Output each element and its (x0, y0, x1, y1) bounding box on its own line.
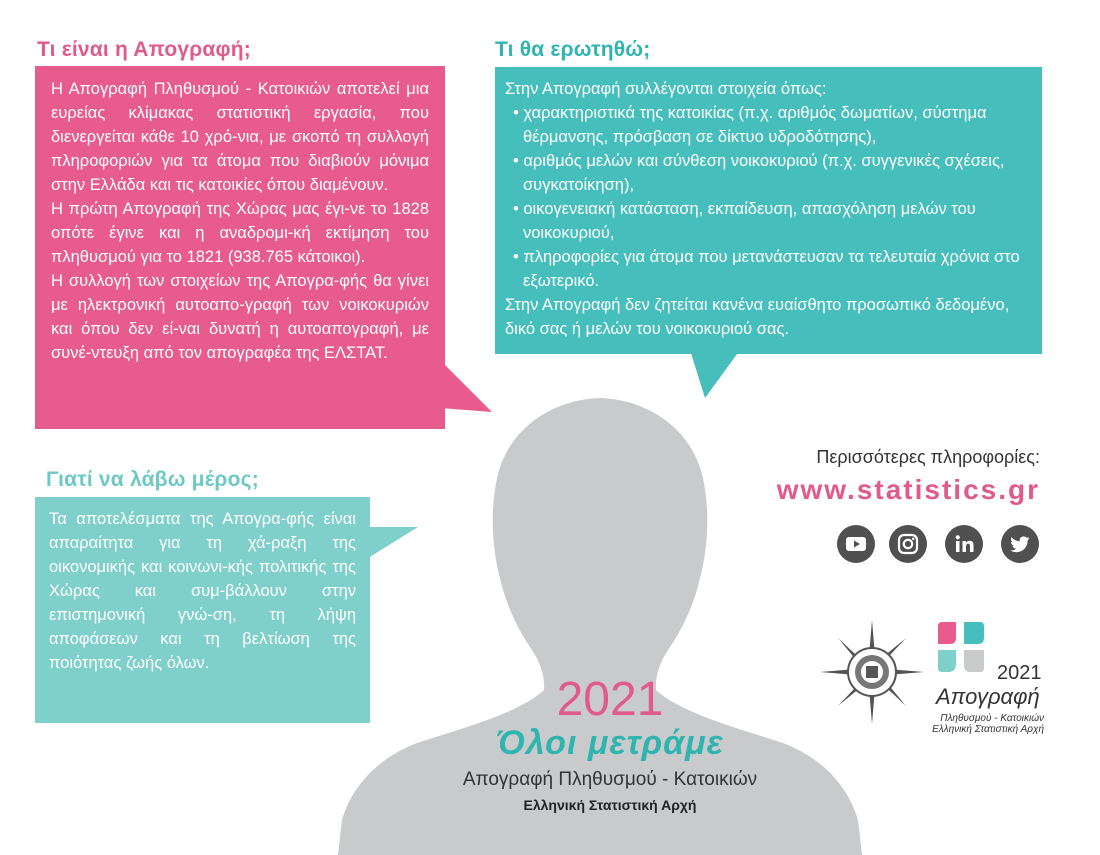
logo-year: 2021 (997, 662, 1042, 684)
linkedin-icon[interactable] (945, 525, 983, 563)
what-is-heading: Τι είναι η Απογραφή; (37, 38, 251, 61)
logo-title: Απογραφή (936, 684, 1040, 709)
slogan-subtitle: Απογραφή Πληθυσμού - Κατοικιών (462, 769, 758, 790)
what-is-paragraph: Η συλλογή των στοιχείων της Απογρα-φής θα γίνει με ηλεκτρονική αυτοαπο-γραφή των νοικοκυριών και όπου δεν εί-ναι δυνατή η αυτοαπογραφή, με συνέ-ντευξη από τον απογραφέα της ΕΛΣΤΑΤ. (51, 272, 429, 362)
youtube-icon[interactable] (837, 525, 875, 563)
what-asked-outro: Στην Απογραφή δεν ζητείται κανένα ευαίσθητο προσωπικό δεδομένο, δικό σας ή μελών του νοικοκυριού σας. (505, 296, 1010, 338)
what-asked-bullet: • οικογενειακή κατάσταση, εκπαίδευση, απασχόληση μελών του νοικοκυριού, (513, 200, 976, 242)
what-asked-box (495, 67, 1042, 354)
instagram-icon[interactable] (889, 525, 927, 563)
logo-subtitle: Πληθυσμού - Κατοικιών (940, 713, 1044, 724)
elstat-compass-logo (818, 618, 926, 726)
pink-bubble-tail (440, 360, 492, 412)
light-teal-bubble-tail (365, 527, 418, 560)
what-is-paragraph: Η πρώτη Απογραφή της Χώρας μας έγι-νε το 1828 οπότε έγινε και η αναδρομι-κή εκτίμηση του πληθυσμού για το 1821 (938.765 κάτοικοι). (51, 200, 429, 266)
why-box (35, 497, 370, 723)
website-link[interactable]: www.statistics.gr (776, 474, 1040, 505)
slogan-agency: Ελληνική Στατιστική Αρχή (523, 797, 697, 813)
what-is-box (35, 66, 445, 429)
why-text: Τα αποτελέσματα της Απογρα-φής είναι απαραίτητα για τη χά-ραξη της οικονομικής και κοινωνι-κής πολιτικής της Χώρας και συμ-βάλλουν στην επιστημονική γνώ-ση, τη λήψη αποφάσεων και τη βελτίωση της ποιότητας ζωής όλων. (49, 510, 356, 672)
logo-agency: Ελληνική Στατιστική Αρχή (932, 724, 1044, 735)
more-info-label: Περισσότερες πληροφορίες: (816, 447, 1040, 467)
teal-bubble-tail (690, 350, 740, 398)
what-asked-bullet: • αριθμός μελών και σύνθεση νοικοκυριού (π.χ. συγγενικές σχέσεις, συγκατοίκηση), (513, 152, 1005, 194)
what-is-paragraph: Η Απογραφή Πληθυσμού - Κατοικιών αποτελεί μια ευρείας κλίμακας στατιστική εργασία, που διενεργείται κάθε 10 χρό-νια, με σκοπό τη συλλογή πληροφοριών για τα άτομα που διαβιούν μόνιμα στην Ελλάδα και τις κατοικίες όπου διαμένουν. (51, 80, 429, 194)
slogan-year: 2021 (556, 673, 664, 726)
what-asked-bullet: • χαρακτηριστικά της κατοικίας (π.χ. αριθμός δωματίων, σύστημα θέρμανσης, πρόσβαση σε δίκτυο υδροδότησης), (513, 104, 987, 146)
twitter-icon[interactable] (1001, 525, 1039, 563)
what-asked-intro: Στην Απογραφή συλλέγονται στοιχεία όπως: (505, 80, 827, 98)
why-heading: Γιατί να λάβω μέρος; (46, 468, 259, 491)
what-asked-bullet: • πληροφορίες για άτομα που μετανάστευσαν τα τελευταία χρόνια στο εξωτερικό. (513, 248, 1020, 290)
slogan-title: Όλοι μετράμε (496, 724, 724, 762)
what-asked-heading: Τι θα ερωτηθώ; (495, 38, 651, 61)
